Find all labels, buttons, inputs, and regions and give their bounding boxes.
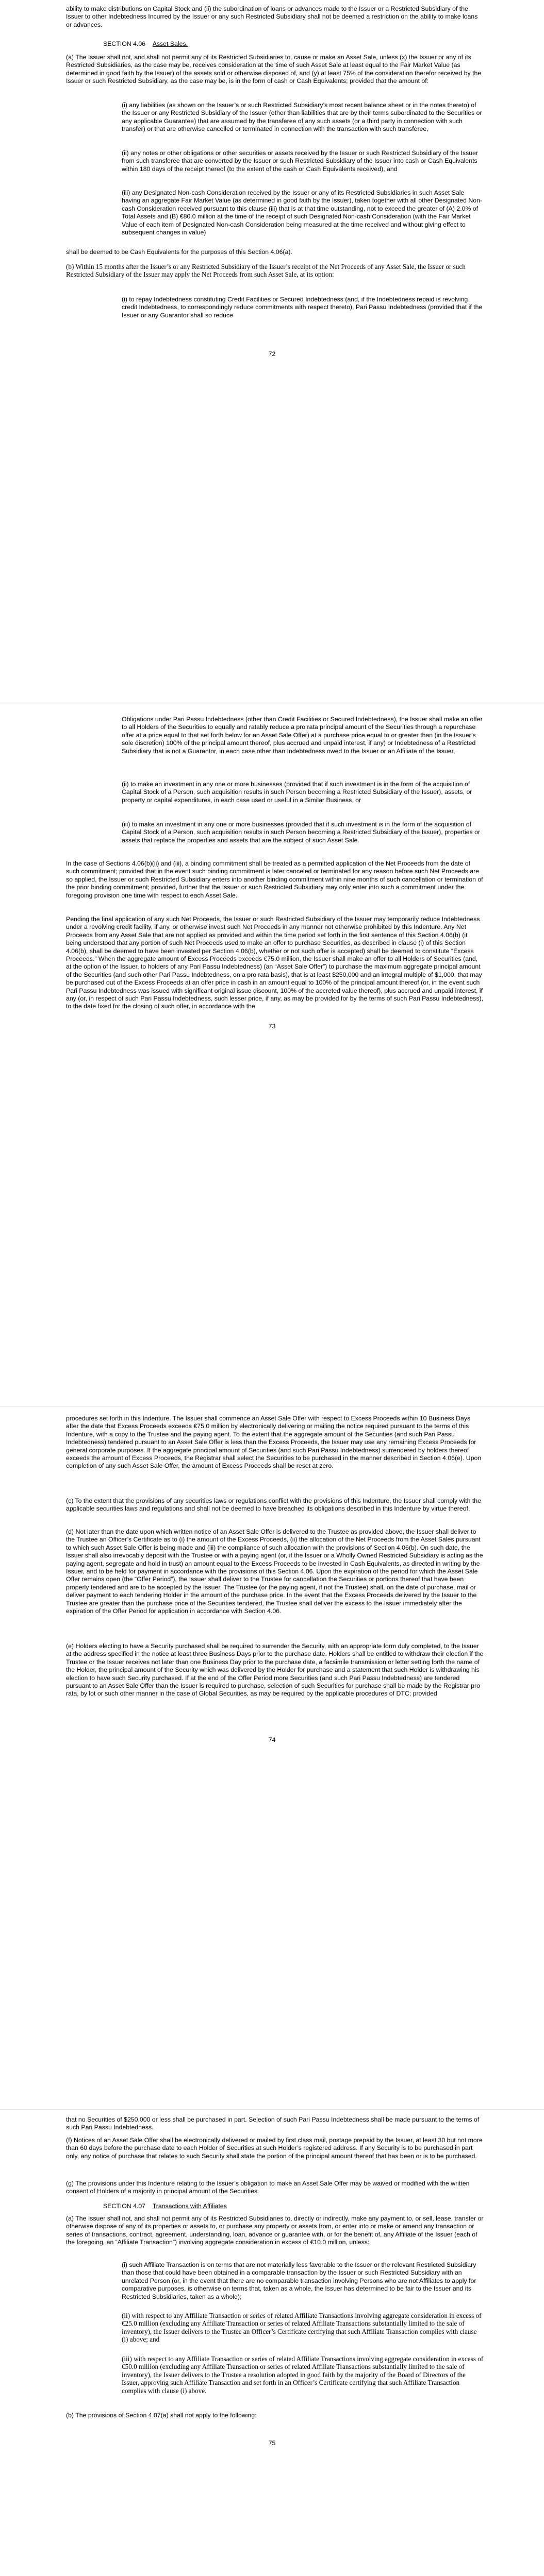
paragraph-e: (e) Holders electing to have a Security purchased shall be required to surrender the Security, with an appropriate form duly completed, to the Issuer at the address specified in the notice at least three Business Days prior to the purchase date. Holders shall be entitled to withdraw their election if the Trustee or the Issuer receives not later than one Business Day prior to the purchase date, a facsimile transmission or letter setting forth the name of the Holder, the principal amount of the Security which was delivered by the Holder for purchase and a statement that such Holder is withdrawing his election to have such Security purchased. If at the end of the Offer Period more Securities (and such Pari Passu Indebtedness) are tendered pursuant to an Asset Sale Offer than the Issuer is required to purchase, selection of such Securities for purchase shall be made by the Registrar pro rata, by lot or such other manner in the case of Global Securities, as may be required by the applicable procedures of DTC; provided: [66, 1642, 484, 1698]
binding-commitment-paragraph: In the case of Sections 4.06(b)(ii) and (iii), a binding commitment shall be treated as a permitted application of the Net Proceeds from the date of such commitment; provided that in the event such binding commitment is later canceled or terminated for any reason before such Net Proceeds are so applied, the Issuer or such Restricted Subsidiary enters into another binding commitment within nine months of such cancellation or termination of the prior binding commitment; provided, further that the Issuer or such Restricted Subsidiary may only enter into such a commitment under the foregoing provision one time with respect to each Asset Sale.: [66, 860, 483, 899]
section-number: SECTION 4.06: [103, 40, 146, 47]
intro-paragraph: ability to make distributions on Capital Stock and (ii) the subordination of loans or advances made to the Issuer or a Restricted Subsidiary of the Issuer to other Indebtedness Incurred by the Issuer or any such Restricted Subsidiary shall not be deemed a restriction on the ability to make loans or advances.: [66, 5, 478, 28]
clause-i: (i) such Affiliate Transaction is on terms that are not materially less favorable to the Issuer or the relevant Restricted Subsidiary than those that could have been obtained in a comparable transaction by the Issuer or such Restricted Subsidiary with an unrelated Person (or, in the event that there are no comparable transaction involving Persons who are not Affiliates to apply for comparative purposes, is otherwise on terms that, taken as a whole, the Issuer has determined to be fair to the Issuer and its Restricted Subsidiaries, taken as a whole);: [122, 2261, 476, 2300]
continued-paragraph: Obligations under Pari Passu Indebtedness (other than Credit Facilities or Secured Indebtedness), the Issuer shall make an offer to all Holders of the Securities to equally and ratably reduce a pro rata principal amount of the Securities through a repurchase offer at a price equal to that set forth below for an Asset Sale Offer) at a purchase price equal to or greater than (in the Issuer’s sole discretion) 100% of the principal amount thereof, plus accrued and unpaid interest, if any) or Indebtedness of a Restricted Subsidiary that is not a Guarantor, in each case other than Indebtedness owed to the Issuer or an Affiliate of the Issuer,: [122, 716, 483, 755]
continued-paragraph: procedures set forth in this Indenture. The Issuer shall commence an Asset Sale Offer with respect to Excess Proceeds within 10 Business Days after the date that Excess Proceeds exceeds €75.0 million by electronically delivering or mailing the notice required pursuant to the terms of this Indenture, with a copy to the Trustee and the paying agent. To the extent that the aggregate amount of the Securities (and such Pari Passu Indebtedness) tendered pursuant to an Asset Sale Offer is less than the Excess Proceeds, the Issuer may use any remaining Excess Proceeds for general corporate purposes. If the aggregate principal amount of Securities (and such Pari Passu Indebtedness) surrendered by holders thereof exceeds the amount of Excess Proceeds, the Registrar shall select the Securities to be purchased in the manner described in Section 4.06(e). Upon completion of any such Asset Sale Offer, the amount of Excess Proceeds shall be reset at zero.: [66, 1415, 482, 1470]
page-number: 72: [268, 350, 276, 358]
page-number: 74: [268, 1736, 276, 1743]
clause-iii: (iii) to make an investment in any one or more businesses (provided that if such investment is in the form of the acquisition of Capital Stock of a Person, such acquisition results in such Person becoming a Restricted Subsidiary of the Issuer), properties or assets that replace the properties and assets that are the subject of such Asset Sale.: [122, 821, 481, 844]
deemed-paragraph: shall be deemed to be Cash Equivalents for the purposes of this Section 4.06(a).: [66, 248, 292, 256]
pending-application-paragraph: Pending the final application of any such Net Proceeds, the Issuer or such Restricted Subsidiary of the Issuer may temporarily reduce Indebtedness under a revolving credit facility, if any, or otherwise invest such Net Proceeds in any manner not otherwise prohibited by this Indenture. Any Net Proceeds from any Asset Sale that are not applied as provided and within the time period set forth in the first sentence of this Section 4.06(b) (it being understood that any portion of such Net Proceeds used to make an offer to purchase Securities, as described in clause (i) of this Section 4.06(b), shall be deemed to have been invested per Section 4.06(b), whether or not such offer is accepted) shall be deemed to constitute “Excess Proceeds.” When the aggregate amount of Excess Proceeds exceeds €75.0 million, the Issuer shall make an offer to all Holders of Securities (and, at the option of the Issuer, to holders of any Pari Passu Indebtedness) (an “Asset Sale Offer”) to purchase the maximum aggregate principal amount of the Securities (and such other Pari Passu Indebtedness, on a pro rata basis), that is at least $250,000 and an integral multiple of $1,000, that may be purchased out of the Excess Proceeds at an offer price in cash in an amount equal to 100% of the principal amount thereof (or, in the event such Pari Passu Indebtedness was issued with significant original issue discount, 100% of the accreted value thereof), plus accrued and unpaid interest, if any (or, in respect of such Pari Passu Indebtedness, such lesser price, if any, as may be provided for by the terms of such Pari Passu Indebtedness), to the date fixed for the closing of such offer, in accordance with the: [66, 916, 484, 1010]
paragraph-b: (b) Within 15 months after the Issuer’s or any Restricted Subsidiary of the Issuer’s receipt of the Net Proceeds of any Asset Sale, the Issuer or such Restricted Subsidiary of the Issuer may apply the Net Proceeds from such Asset Sale, at its option:: [66, 263, 466, 279]
section-number: SECTION 4.07: [103, 2202, 146, 2210]
page-number: 75: [268, 2439, 276, 2447]
paragraph-g: (g) The provisions under this Indenture relating to the Issuer’s obligation to make an Asset Sale Offer may be waived or modified with the written consent of Holders of a majority in principal amount of the Securities.: [66, 2180, 470, 2195]
section-heading-4-06: [103, 40, 188, 47]
paragraph-f: (f) Notices of an Asset Sale Offer shall be electronically delivered or mailed by first class mail, postage prepaid by the Issuer, at least 30 but not more than 60 days before the purchase date to each Holder of Securities at such Holder’s registered address. If any Security is to be purchased in part only, any notice of purchase that relates to such Security shall state the portion of the principal amount thereof that has been or is to be purchased.: [66, 2137, 483, 2160]
continued-paragraph: that no Securities of $250,000 or less shall be purchased in part. Selection of such Pari Passu Indebtedness shall be made pursuant to the terms of such Pari Passu Indebtedness.: [66, 2116, 480, 2131]
clause-ii: (ii) with respect to any Affiliate Transaction or series of related Affiliate Transactions involving aggregate consideration in excess of €25.0 million (excluding any Affiliate Transaction or series of related Affiliate Transactions substantially limited to the sale of inventory), the Issuer delivers to the Trustee an Officer’s Certificate certifying that such Affiliate Transaction complies with clause (i) above; and: [122, 2312, 482, 2344]
paragraph-d: (d) Not later than the date upon which written notice of an Asset Sale Offer is delivered to the Trustee as provided above, the Issuer shall deliver to the Trustee an Officer’s Certificate as to (i) the amount of the Excess Proceeds, (ii) the allocation of the Net Proceeds from the Asset Sales pursuant to which such Asset Sale Offer is being made and (iii) the compliance of such allocation with the provisions of Section 4.06(b). On such date, the Issuer shall also irrevocably deposit with the Trustee or with a paying agent (or, if the Issuer or a Wholly Owned Restricted Subsidiary is acting as the paying agent, segregate and hold in trust) an amount equal to the Excess Proceeds to be invested in Cash Equivalents, as directed in writing by the Issuer, and to be held for payment in accordance with the provisions of this Section 4.06. Upon the expiration of the period for which the Asset Sale Offer remains open (the “Offer Period”), the Issuer shall deliver to the Trustee for cancellation the Securities or portions thereof that have been properly tendered and are to be accepted by the Issuer. The Trustee (or the paying agent, if not the Trustee) shall, on the date of purchase, mail or deliver payment to each tendering Holder in the amount of the purchase price. In the event that the Excess Proceeds delivered by the Issuer to the Trustee are greater than the purchase price of the Securities tendered, the Trustee shall deliver the excess to the Issuer immediately after the expiration of the Offer Period for application in accordance with Section 4.06.: [66, 1528, 483, 1615]
clause-ii: (ii) to make an investment in any one or more businesses (provided that if such investment is in the form of the acquisition of Capital Stock of a Person, such acquisition results in such Person becoming a Restricted Subsidiary of the Issuer), assets, or property or capital expenditures, in each case used or useful in a Similar Business, or: [122, 781, 472, 804]
clause-i: (i) any liabilities (as shown on the Issuer’s or such Restricted Subsidiary’s most recent balance sheet or in the notes thereto) of the Issuer or any Restricted Subsidiary of the Issuer (other than liabilities that are by their terms subordinated to the Securities or any applicable Guarantee) that are assumed by the transferee of any such assets (or a third party in connection with such transfer) or that are otherwise cancelled or terminated in connection with the transaction with such transferee,: [122, 101, 482, 133]
clause-iii: (iii) any Designated Non-cash Consideration received by the Issuer or any of its Restricted Subsidiaries in such Asset Sale having an aggregate Fair Market Value (as determined in good faith by the Issuer), taken together with all other Designated Non-cash Consideration received pursuant to this clause (iii) that is at that time outstanding, not to exceed the greater of (A) 2.0% of Total Assets and (B) €80.0 million at the time of the receipt of such Designated Non-cash Consideration (with the Fair Market Value of each item of Designated Non-cash Consideration being measured at the time received and without giving effect to subsequent changes in value): [122, 189, 483, 236]
page-74: [0, 1406, 544, 2110]
section-title: Transactions with Affiliates: [152, 2202, 227, 2210]
clause-iii: (iii) with respect to any Affiliate Transaction or series of related Affiliate Transactions involving aggregate consideration in excess of €50.0 million (excluding any Affiliate Transaction or series of related Affiliate Transactions substantially limited to the sale of inventory), the Issuer delivers to the Trustee a resolution adopted in good faith by the majority of the Board of Directors of the Issuer, approving such Affiliate Transaction and set forth in an Officer’s Certificate certifying that such Affiliate Transaction complies with clause (i) above.: [122, 2355, 484, 2395]
page-number: 73: [268, 1023, 276, 1030]
paragraph-a: (a) The Issuer shall not, and shall not permit any of its Restricted Subsidiaries to, directly or indirectly, make any payment to, or sell, lease, transfer or otherwise dispose of any of its properties or assets to, or purchase any property or assets from, or enter into or make or amend any transaction or series of transactions, contract, agreement, understanding, loan, advance or guarantee with, or for the benefit of, any Affiliate of the Issuer (each of the foregoing, an “Affiliate Transaction”) involving aggregate consideration in excess of €10.0 million, unless:: [66, 2215, 484, 2246]
paragraph-c: (c) To the extent that the provisions of any securities laws or regulations conflict with the provisions of this Indenture, the Issuer shall comply with the applicable securities laws and regulations and shall not be deemed to have breached its obligations described in this Indenture by virtue thereof.: [66, 1497, 481, 1513]
page-73: [0, 703, 544, 1406]
clause-b-i: (i) to repay Indebtedness constituting Credit Facilities or Secured Indebtedness (and, if the Indebtedness repaid is revolving credit Indebtedness, to correspondingly reduce commitments with respect thereto), Pari Passu Indebtedness (provided that if the Issuer or any Guarantor shall so reduce: [122, 296, 483, 319]
section-heading-4-07: [103, 2202, 227, 2210]
paragraph-a: (a) The Issuer shall not, and shall not permit any of its Restricted Subsidiaries to, cause or make an Asset Sale, unless (x) the Issuer or any of its Restricted Subsidiaries, as the case may be, receives consideration at the time of such Asset Sale at least equal to the Fair Market Value (as determined in good faith by the Issuer) of the assets sold or otherwise disposed of, and (y) at least 75% of the consideration therefor received by the Issuer or such Restricted Subsidiary, as the case may be, is in the form of cash or Cash Equivalents; provided that the amount of:: [66, 54, 482, 85]
page-75: [0, 2110, 544, 2576]
page-72: [0, 0, 544, 703]
paragraph-b: (b) The provisions of Section 4.07(a) shall not apply to the following:: [66, 2412, 257, 2419]
clause-ii: (ii) any notes or other obligations or other securities or assets received by the Issuer or such Restricted Subsidiary of the Issuer from such transferee that are converted by the Issuer or such Restricted Subsidiary of the Issuer into cash or Cash Equivalents within 180 days of the receipt thereof (to the extent of the cash or Cash Equivalents received), and: [122, 149, 478, 173]
section-title: Asset Sales.: [152, 40, 188, 47]
